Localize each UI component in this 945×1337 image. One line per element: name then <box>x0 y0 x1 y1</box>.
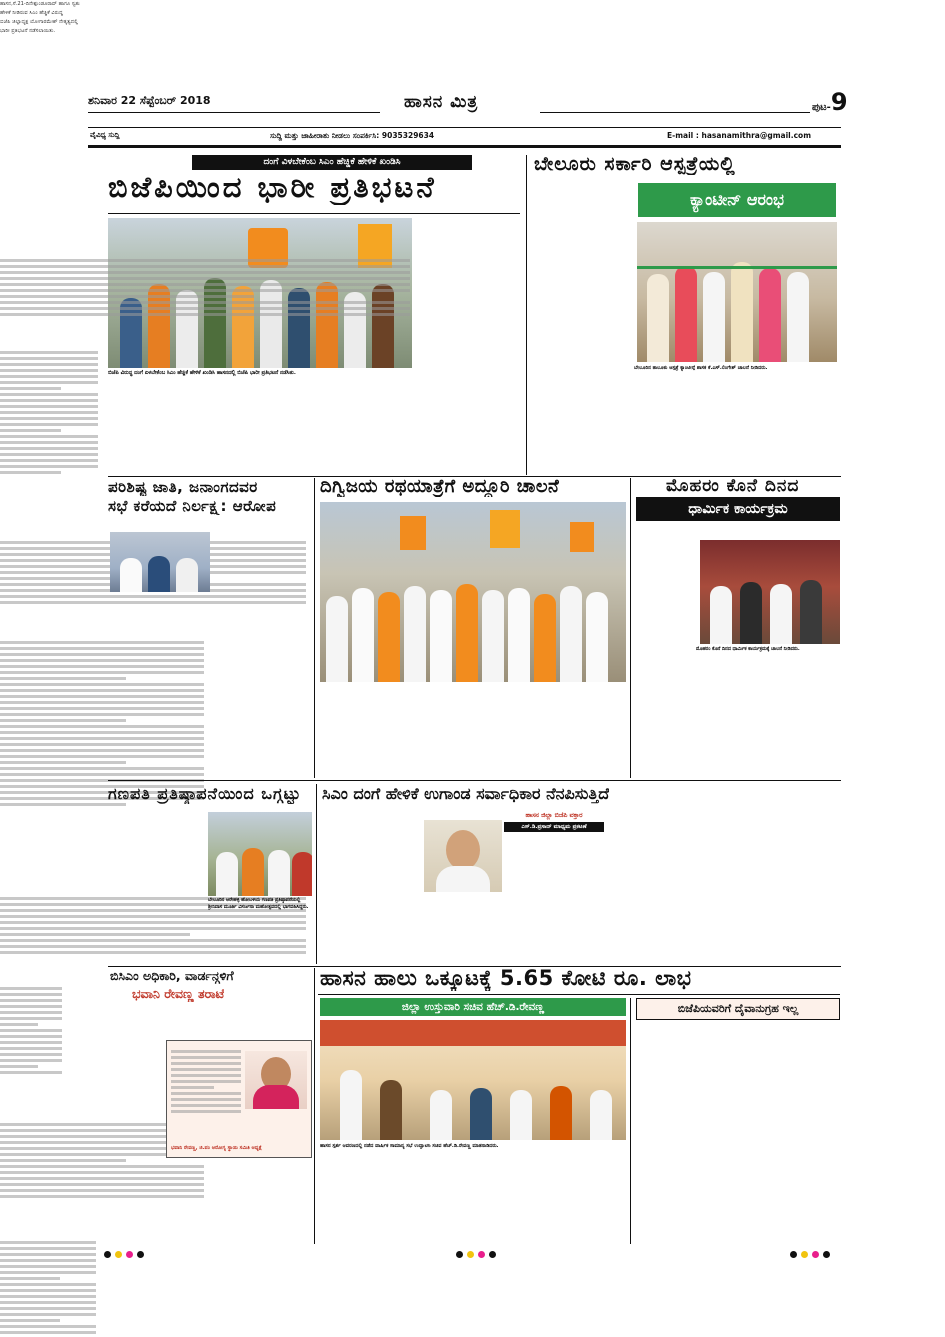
moharam-text-left <box>0 984 62 1120</box>
edition-label: ವೈವಿಧ್ಯ ಸುದ್ದಿ <box>90 131 120 139</box>
text-line <box>171 1074 241 1077</box>
text-line <box>171 1086 214 1089</box>
page-number-value: 9 <box>830 88 848 116</box>
text-line <box>0 447 98 450</box>
text-line <box>0 719 126 722</box>
bjp-rule <box>108 213 520 214</box>
digvijaya-rally-photo <box>320 502 626 682</box>
text-line <box>0 1283 96 1286</box>
text-line <box>0 381 98 384</box>
text-line <box>0 307 410 310</box>
text-line <box>171 1056 241 1059</box>
text-line <box>0 1325 96 1328</box>
text-line <box>0 465 98 468</box>
text-line <box>0 641 204 644</box>
milk-headline: ಹಾಸನ ಹಾಲು ಒಕ್ಕೂಟಕ್ಕೆ 5.65 ಕೋಟಿ ರೂ. ಲಾಭ <box>320 966 692 990</box>
text-line <box>0 441 98 444</box>
text-line <box>0 1271 96 1274</box>
text-line <box>0 773 204 776</box>
text-line <box>0 363 98 366</box>
page-label: ಪುಟ- <box>812 102 831 113</box>
text-line <box>0 1253 96 1256</box>
text-line <box>0 313 410 316</box>
text-line <box>0 737 204 740</box>
column-divider <box>314 478 315 778</box>
text-line <box>0 1195 204 1198</box>
text-line <box>0 945 306 948</box>
digvijaya-headline: ದಿಗ್ವಿಜಯ ರಥಯಾತ್ರೆಗೆ ಅದ್ದೂರಿ ಚಾಲನೆ <box>320 476 560 497</box>
text-line <box>0 435 98 438</box>
issue-date: ಶನಿವಾರ 22 ಸೆಪ್ಟೆಂಬರ್ 2018 <box>88 94 211 107</box>
text-line <box>0 689 204 692</box>
text-line <box>0 1301 96 1304</box>
milk-caption: ಹಾಸನ ಸ್ಪರ್ಶ ಆವರಣದಲ್ಲಿ ನಡೆದ ವಾರ್ಷಿಕ ಸಾಮಾನ್ಯ ಸಭೆ ಉದ್ಘಾಟಿಸಿ ಸಚಿವ ಹೆಚ್.ಡಿ.ರೇವಣ್ಣ ಮಾತನಾಡಿದರು. <box>320 1143 499 1149</box>
bcm-quote-text <box>171 1047 241 1147</box>
text-line <box>0 707 204 710</box>
text-line <box>171 1104 241 1107</box>
text-line <box>0 999 62 1002</box>
masthead-rule-right <box>540 112 810 113</box>
text-line <box>0 1277 60 1280</box>
milk-meeting-photo <box>320 1020 626 1140</box>
text-line <box>0 1165 204 1168</box>
page-number <box>812 88 848 116</box>
bcm-quote-box <box>166 1040 312 1158</box>
column-divider <box>630 998 631 1244</box>
text-line <box>0 1005 62 1008</box>
text-line <box>0 1065 38 1068</box>
text-line <box>0 1189 204 1192</box>
text-line <box>0 1023 38 1026</box>
text-line <box>0 671 204 674</box>
text-line <box>0 351 98 354</box>
section-rule-2 <box>108 780 841 781</box>
text-line <box>0 725 204 728</box>
text-line <box>0 259 410 262</box>
text-line <box>0 411 98 414</box>
text-line <box>171 1098 241 1101</box>
text-line <box>0 399 98 402</box>
text-line <box>0 1177 204 1180</box>
text-line <box>171 1050 241 1053</box>
bjp-line: ಬಿಜೆಪಿ ಜಿಲ್ಲಾಧ್ಯಕ್ಷ ಯೋಗಾರಮೇಶ್ ನೇತೃತ್ವದಲ್ಲಿ <box>0 18 79 25</box>
registration-marks-center <box>456 1251 504 1259</box>
text-line <box>171 1068 241 1071</box>
devanugraha-headline: ಬಿಜೆಪಿಯವರಿಗೆ ದೈವಾನುಗ್ರಹ ಇಲ್ಲ <box>677 1002 799 1015</box>
bjp-line: ಭಾರೀ ಪ್ರತಿಭಟನೆ ನಡೆಸಲಾಯಿತು. <box>0 27 56 34</box>
text-line <box>0 939 306 942</box>
text-line <box>0 1059 62 1062</box>
text-line <box>0 993 62 996</box>
bcm-quote-credit: ಭವಾನಿ ರೇವಣ್ಣ, ಜಿ.ಪಂ ಆರೋಗ್ಯ ಸ್ಥಾಯಿ ಸಮಿತಿ ಅಧ್ಯಕ್ಷೆ <box>171 1145 262 1151</box>
text-line <box>0 713 204 716</box>
bjp-text-right <box>0 0 104 256</box>
text-line <box>0 283 410 286</box>
bjp-line: ಹಾಸನ,ಸೆ.21-ದಿನೇಶ್ಗುಂಡೂರಾವ್ ಹಾಗೂ ಸ್ವತಃ <box>0 1 80 7</box>
text-line <box>0 1319 60 1322</box>
text-line <box>0 601 306 604</box>
prasad-portrait <box>424 820 502 892</box>
ganapathi-headline: ಗಣಪತಿ ಪ್ರತಿಷ್ಠಾಪನೆಯಿಂದ ಒಗ್ಗಟ್ಟು <box>108 784 302 803</box>
belur-canteen-photo <box>637 222 837 362</box>
text-line <box>0 1183 204 1186</box>
email-line: E-mail : hasanamithra@gmail.com <box>667 131 812 140</box>
text-line <box>0 471 61 474</box>
text-line <box>0 1053 62 1056</box>
parishishta-photo <box>110 532 210 592</box>
text-line <box>0 423 98 426</box>
text-line <box>0 755 204 758</box>
bjp-caption: ಬಿಜೆಪಿ ವಿರುದ್ಧ ದಂಗೆ ಏಳಬೇಕೆಂಬ ಸಿಎಂ ಹೆಚ್ಡಿಕೆ ಹೇಳಿಕೆ ಖಂಡಿಸಿ ಹಾಸನದಲ್ಲಿ ಬಿಜೆಪಿ ಭಾರೀ ಪ್ರತಿಭಟನೆ ನಡೆಸಿತು. <box>108 370 296 376</box>
text-line <box>0 357 98 360</box>
ganapathi-photo <box>208 812 312 896</box>
column-divider <box>526 155 527 475</box>
text-line <box>0 1295 96 1298</box>
text-line <box>0 1313 96 1316</box>
text-line <box>0 295 254 298</box>
text-line <box>0 417 98 420</box>
belur-headline: ಬೇಲೂರು ಸರ್ಕಾರಿ ಆಸ್ಪತ್ರೆಯಲ್ಲಿ <box>534 153 736 175</box>
text-line <box>0 701 204 704</box>
masthead-rule-left <box>88 112 380 113</box>
belur-subhead: ಕ್ಯಾಂಟೀನ್ ಆರಂಭ <box>690 190 784 209</box>
uganda-box-label: ಹಾಸನ ಜಿಲ್ಲಾ ಬಿಜೆಪಿ ವಕ್ತಾರ <box>525 812 583 819</box>
text-line <box>0 1041 62 1044</box>
text-line <box>0 921 306 924</box>
text-line <box>0 677 126 680</box>
milk-rule <box>318 994 840 995</box>
registration-marks-left <box>104 1251 152 1259</box>
text-line <box>0 653 204 656</box>
uganda-headline: ಸಿಎಂ ದಂಗೆ ಹೇಳಿಕೆ ಉಗಾಂಡ ಸರ್ವಾಧಿಕಾರ ನೆನಪಿಸುತ್ತಿದೆ <box>322 784 610 803</box>
bjp-kicker-bar <box>192 155 472 170</box>
text-line <box>0 1011 62 1014</box>
masthead-title: ಹಾಸನ ಮಿತ್ರ <box>404 92 479 112</box>
moharam-caption: ಮೊಹರಂ ಕೊನೆ ದಿನದ ಧಾರ್ಮಿಕ ಕಾರ್ಯಕ್ರಮಕ್ಕೆ ಚಾಲನೆ ನೀಡಿದರು. <box>696 647 800 652</box>
parishishta-headline-2: ಸಭೆ ಕರೆಯದೆ ನಿರ್ಲಕ್ಷ್ಯ: ಆರೋಪ <box>108 497 277 515</box>
text-line <box>0 987 62 990</box>
bjp-line: ಹೇಳಿಕೆ ನೀಡಿರುವ ಸಿಎಂ ಹೆಚ್ಡಿಕೆ ವಿರುದ್ಧ <box>0 9 63 16</box>
devanugraha-headline-box <box>636 998 840 1020</box>
parishishta-text <box>0 638 204 894</box>
text-line <box>171 1062 241 1065</box>
parishishta-headline-1: ಪರಿಶಿಷ್ಟ ಜಾತಿ, ಜನಾಂಗದವರ <box>108 478 258 496</box>
text-line <box>0 265 410 268</box>
text-line <box>0 453 98 456</box>
belur-caption: ಬೇಲೂರಿನ ತಾಲೂಕು ಆಸ್ಪತ್ರೆ ಕ್ಯಾಂಟೀನ್ಗೆ ಶಾಸಕ ಕೆ.ಎಸ್.ಲಿಂಗೇಶ್ ಚಾಲನೆ ನೀಡಿದರು. <box>634 365 768 371</box>
text-line <box>0 595 306 598</box>
column-divider <box>630 478 631 778</box>
text-line <box>0 1171 204 1174</box>
text-line <box>0 927 306 930</box>
text-line <box>0 695 204 698</box>
column-divider <box>316 784 317 964</box>
text-line <box>0 951 306 954</box>
text-line <box>0 459 98 462</box>
text-line <box>0 1035 62 1038</box>
text-line <box>0 1029 62 1032</box>
milk-subhead: ಜಿಲ್ಲಾ ಉಸ್ತುವಾರಿ ಸಚಿವ ಹೆಚ್.ಡಿ.ರೇವಣ್ಣ <box>401 1001 545 1013</box>
bhavani-revanna-portrait <box>245 1051 307 1109</box>
moharam-event-photo <box>700 540 840 644</box>
text-line <box>0 405 98 408</box>
text-line <box>0 1289 96 1292</box>
header-rule-bottom <box>88 145 841 148</box>
moharam-subhead-bar <box>636 497 840 521</box>
text-line <box>0 1241 96 1244</box>
text-line <box>0 375 98 378</box>
text-line <box>0 1331 96 1334</box>
bcm-subhead: ಭವಾನಿ ರೇವಣ್ಣ ತರಾಟೆ <box>132 986 225 1001</box>
text-line <box>0 1265 96 1268</box>
column-divider <box>314 968 315 1244</box>
text-line <box>0 761 126 764</box>
text-line <box>0 1307 96 1310</box>
moharam-subhead: ಧಾರ್ಮಿಕ ಕಾರ್ಯಕ್ರಮ <box>688 501 788 517</box>
text-line <box>0 1047 62 1050</box>
text-line <box>0 665 204 668</box>
text-line <box>0 393 98 396</box>
text-line <box>0 301 410 304</box>
uganda-box-name: ಎಸ್.ಡಿ.ಪ್ರಸಾದ್ ಮಾಧ್ಯಮ ಪ್ರಕಟಣೆ <box>504 822 604 832</box>
text-line <box>0 1071 62 1074</box>
registration-marks-right <box>790 1251 838 1259</box>
uganda-byline-box <box>504 812 604 838</box>
text-line <box>0 933 190 936</box>
bcm-headline: ಬಿಸಿಎಂ ಅಧಿಕಾರಿ, ವಾರ್ಡನ್ಗಳಿಗೆ <box>110 968 234 983</box>
text-line <box>0 647 204 650</box>
text-line <box>0 749 204 752</box>
text-line <box>0 387 61 390</box>
bjp-kicker: ದಂಗೆ ವಿಳಬೇಕೆಂಬ ಸಿಎಂ ಹೆಚ್ಡಿಕೆ ಹೇಳಿಕೆ ಖಂಡಿಸಿ <box>263 157 401 167</box>
text-line <box>0 767 204 770</box>
text-line <box>171 1092 241 1095</box>
text-line <box>0 683 204 686</box>
text-line <box>0 731 204 734</box>
milk-subhead-bar <box>320 998 626 1016</box>
ganapathi-caption: ಬೇಲೂರಿನ ಆರೇಹಳ್ಳಿ ಹೋಬಳಿಯ ಗಣಪತಿ ಪ್ರತಿಷ್ಠಾಪನೆಯಲ್ಲಿ ಶ್ರೀನಿವಾಸ ಮೂರ್ತಿ ವಿಸರ್ಜನಾ ಮಹೋತ್ಸವದಲ್ಲಿ ಭಾಗವಹಿಸಿದ್ದರು. <box>208 898 309 910</box>
ganapathi-text-left <box>0 1238 96 1337</box>
belur-text-left <box>0 348 98 538</box>
text-line <box>0 1017 62 1020</box>
text-line <box>171 1110 241 1113</box>
bjp-protest-photo <box>108 218 412 368</box>
contact-line: ಸುದ್ದಿ ಮತ್ತು ಜಾಹೀರಾತು ನೀಡಲು ಸಂಪರ್ಕಿಸಿ: 9035329634 <box>270 131 435 140</box>
text-line <box>0 369 98 372</box>
text-line <box>0 1247 96 1250</box>
bjp-headline: ಬಿಜೆಪಿಯಿಂದ ಭಾರೀ ಪ್ರತಿಭಟನೆ <box>108 170 437 204</box>
text-line <box>0 743 204 746</box>
belur-subhead-bar <box>638 183 836 217</box>
header-rule-top <box>88 127 841 128</box>
text-line <box>0 271 410 274</box>
text-line <box>0 659 204 662</box>
moharam-headline: ಮೊಹರಂ ಕೊನೆ ದಿನದ <box>666 476 800 496</box>
text-line <box>0 277 410 280</box>
text-line <box>0 1259 96 1262</box>
text-line <box>0 289 410 292</box>
text-line <box>0 1159 126 1162</box>
text-line <box>0 429 61 432</box>
text-line <box>171 1080 241 1083</box>
